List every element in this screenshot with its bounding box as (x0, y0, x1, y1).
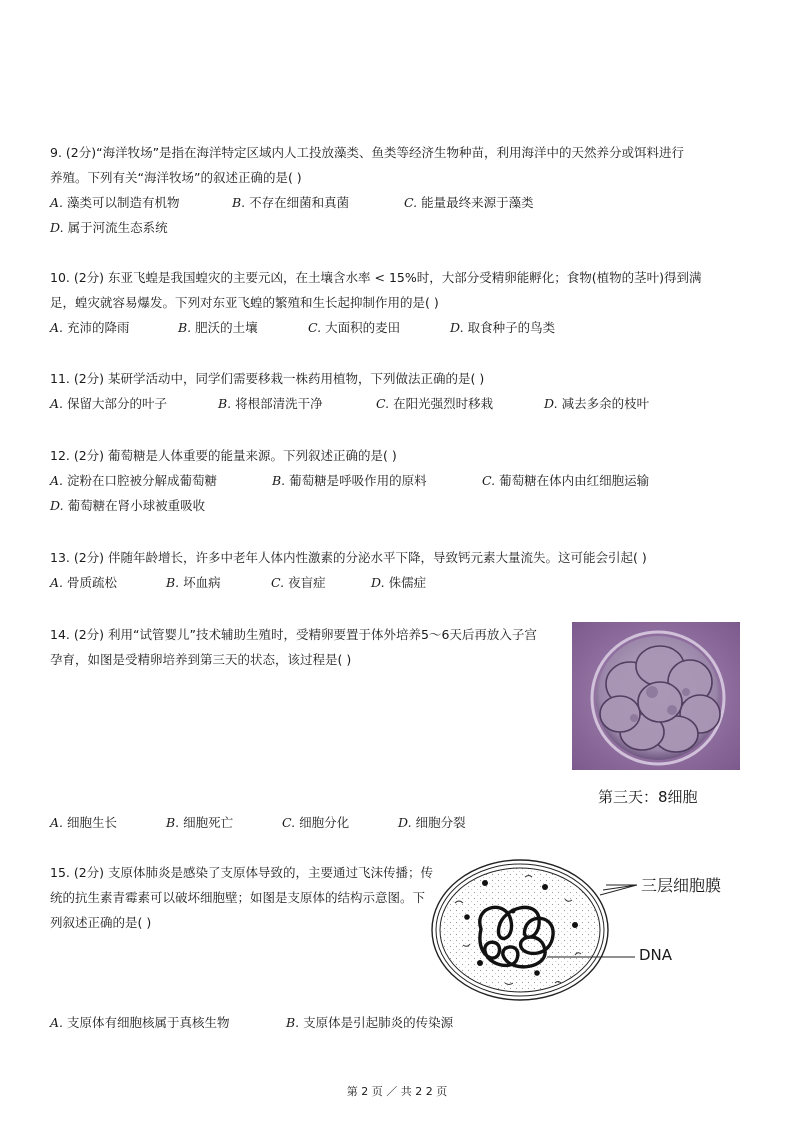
options-row (50, 1010, 740, 1035)
option-b[interactable]: B. 葡萄糖是呼吸作用的原料 (272, 473, 427, 488)
stem-line: 足，蝗灾就容易爆发。下列对东亚飞蝗的繁殖和生长起抑制作用的是( ) (50, 295, 439, 310)
option-d[interactable]: D. 侏儒症 (371, 575, 427, 590)
option-a[interactable]: A. 充沛的降雨 (50, 320, 130, 335)
options-row (50, 215, 740, 240)
question-stem (50, 265, 740, 315)
option-a[interactable]: A. 淀粉在口腔被分解成葡萄糖 (50, 473, 218, 488)
question-11 (50, 366, 740, 416)
options-row (50, 570, 740, 595)
option-c[interactable]: C. 能量最终来源于藻类 (404, 195, 534, 210)
question-9 (50, 140, 740, 240)
stem-line: 12. (2分) 葡萄糖是人体重要的能量来源。下列叙述正确的是( ) (50, 448, 397, 463)
stem-line: 10. (2分) 东亚飞蝗是我国蝗灾的主要元凶，在土壤含水率 < 15%时，大部分受精卵能孵化；食物(植物的茎叶)得到满 (50, 270, 702, 285)
question-14-options (50, 810, 740, 835)
option-d[interactable]: D. 属于河流生态系统 (50, 220, 168, 235)
options-row (50, 493, 740, 518)
question-15-options (50, 1010, 740, 1035)
option-c[interactable]: C. 在阳光强烈时移栽 (376, 396, 494, 411)
option-b[interactable]: B. 细胞死亡 (166, 815, 234, 830)
stem-line: 14. (2分) 利用“试管婴儿”技术辅助生殖时，受精卵要置于体外培养5～6天后再放入子宫 (50, 627, 537, 642)
option-d[interactable]: D. 细胞分裂 (398, 815, 466, 830)
options-row (50, 190, 740, 215)
embryo-micrograph (572, 622, 740, 770)
dna-label: DNA (639, 946, 673, 964)
stem-line: 养殖。下列有关“海洋牧场”的叙述正确的是( ) (50, 170, 302, 185)
question-15 (50, 860, 470, 935)
stem-line: 15. (2分) 支原体肺炎是感染了支原体导致的，主要通过飞沫传播；传 (50, 865, 434, 880)
options-row (50, 468, 740, 493)
question-stem (50, 443, 740, 468)
question-stem (50, 545, 740, 570)
option-b[interactable]: B. 坏血病 (166, 575, 221, 590)
option-a[interactable]: A. 保留大部分的叶子 (50, 396, 168, 411)
option-a[interactable]: A. 藻类可以制造有机物 (50, 195, 180, 210)
stem-line: 9. (2分)“海洋牧场”是指在海洋特定区域内人工投放藻类、鱼类等经济生物种苗，利用海洋中的天然养分或饵料进行 (50, 145, 685, 160)
question-stem (50, 366, 740, 391)
stem-line: 孕育，如图是受精卵培养到第三天的状态，该过程是( ) (50, 652, 352, 667)
stem-line: 列叙述正确的是( ) (50, 915, 152, 930)
option-b[interactable]: B. 将根部清洗干净 (218, 396, 323, 411)
option-b[interactable]: B. 肥沃的土壤 (178, 320, 258, 335)
option-b[interactable]: B. 不存在细菌和真菌 (232, 195, 350, 210)
options-row (50, 810, 740, 835)
question-stem (50, 860, 470, 935)
option-a[interactable]: A. 骨质疏松 (50, 575, 118, 590)
stem-line: 13. (2分) 伴随年龄增长，许多中老年人体内性激素的分泌水平下降，导致钙元素大量流失。这可能会引起( ) (50, 550, 647, 565)
question-stem (50, 140, 740, 190)
stem-line: 11. (2分) 某研学活动中，同学们需要移栽一株药用植物，下列做法正确的是( ) (50, 371, 485, 386)
option-d[interactable]: D. 葡萄糖在肾小球被重吸收 (50, 498, 206, 513)
question-12 (50, 443, 740, 518)
option-c[interactable]: C. 夜盲症 (271, 575, 326, 590)
option-d[interactable]: D. 取食种子的鸟类 (450, 320, 556, 335)
question-10 (50, 265, 740, 340)
option-c[interactable]: C. 葡萄糖在体内由红细胞运输 (482, 473, 650, 488)
question-13 (50, 545, 740, 595)
embryo-caption: 第三天：8细胞 (598, 788, 698, 806)
option-a[interactable]: A. 支原体有细胞核属于真核生物 (50, 1015, 230, 1030)
question-stem (50, 622, 570, 672)
embryo-image (572, 622, 740, 770)
options-row (50, 391, 740, 416)
stem-line: 统的抗生素青霉素可以破坏细胞壁；如图是支原体的结构示意图。下 (50, 890, 426, 905)
mycoplasma-diagram (425, 855, 755, 1005)
question-14 (50, 622, 570, 672)
option-c[interactable]: C. 细胞分化 (282, 815, 350, 830)
option-c[interactable]: C. 大面积的麦田 (308, 320, 401, 335)
options-row (50, 315, 740, 340)
option-a[interactable]: A. 细胞生长 (50, 815, 118, 830)
page-footer: 第 2 页 ／ 共 2 2 页 (346, 1085, 448, 1098)
option-d[interactable]: D. 减去多余的枝叶 (544, 396, 650, 411)
membrane-label: 三层细胞膜 (641, 876, 722, 895)
option-b[interactable]: B. 支原体是引起肺炎的传染源 (286, 1015, 454, 1030)
